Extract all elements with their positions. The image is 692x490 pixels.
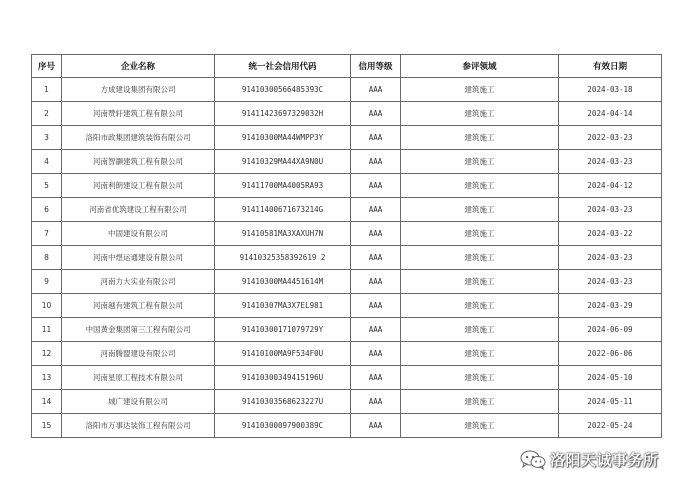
header-credit-code: 统一社会信用代码: [215, 55, 351, 78]
cell-field: 建筑施工: [401, 318, 559, 342]
cell-credit-level: AAA: [351, 150, 401, 174]
cell-field: 建筑施工: [401, 102, 559, 126]
cell-credit-code: 91410581MA3XAXUH7N: [215, 222, 351, 246]
cell-credit-level: AAA: [351, 318, 401, 342]
cell-company-name: 河南智灏建筑工程有限公司: [62, 150, 215, 174]
table-row: [32, 414, 662, 438]
cell-valid-date: 2024-03-23: [559, 150, 662, 174]
cell-serial: 6: [32, 198, 62, 222]
table-row: [32, 318, 662, 342]
watermark-text: 洛阳天诚事务所: [550, 451, 659, 469]
cell-valid-date: 2024-04-12: [559, 174, 662, 198]
cell-valid-date: 2022-05-24: [559, 414, 662, 438]
cell-valid-date: 2024-04-14: [559, 102, 662, 126]
cell-credit-code: 91410325358392619 2: [215, 246, 351, 270]
cell-company-name: 城广建设有限公司: [62, 390, 215, 414]
cell-credit-level: AAA: [351, 78, 401, 102]
cell-credit-level: AAA: [351, 102, 401, 126]
cell-company-name: 洛阳市万事达装饰工程有限公司: [62, 414, 215, 438]
cell-company-name: 河南星原工程技术有限公司: [62, 366, 215, 390]
table-row: [32, 198, 662, 222]
cell-serial: 12: [32, 342, 62, 366]
cell-field: 建筑施工: [401, 150, 559, 174]
watermark: [520, 449, 659, 470]
cell-company-name: 中固建设有限公司: [62, 222, 215, 246]
cell-field: 建筑施工: [401, 366, 559, 390]
cell-field: 建筑施工: [401, 414, 559, 438]
cell-company-name: 河南力大实业有限公司: [62, 270, 215, 294]
cell-valid-date: 2024-06-09: [559, 318, 662, 342]
table-row: [32, 270, 662, 294]
cell-credit-code: 91410300349415196U: [215, 366, 351, 390]
table-row: [32, 246, 662, 270]
cell-field: 建筑施工: [401, 294, 559, 318]
cell-serial: 9: [32, 270, 62, 294]
cell-company-name: 河南省优筑建设工程有限公司: [62, 198, 215, 222]
cell-serial: 5: [32, 174, 62, 198]
table-row: [32, 222, 662, 246]
cell-valid-date: 2024-05-10: [559, 366, 662, 390]
table-row: [32, 150, 662, 174]
cell-valid-date: 2022-03-23: [559, 126, 662, 150]
cell-serial: 7: [32, 222, 62, 246]
cell-credit-code: 91411700MA4005RA93: [215, 174, 351, 198]
cell-valid-date: 2024-05-11: [559, 390, 662, 414]
credit-rating-table: [31, 54, 662, 438]
cell-valid-date: 2024-03-22: [559, 222, 662, 246]
cell-credit-code: 91410329MA44XA9N0U: [215, 150, 351, 174]
cell-field: 建筑施工: [401, 126, 559, 150]
table-row: [32, 102, 662, 126]
header-serial: 序号: [32, 55, 62, 78]
cell-company-name: 中国黄金集团第三工程有限公司: [62, 318, 215, 342]
cell-field: 建筑施工: [401, 390, 559, 414]
table-row: [32, 294, 662, 318]
cell-credit-level: AAA: [351, 342, 401, 366]
table-row: [32, 366, 662, 390]
cell-company-name: 河南越有建筑工程有限公司: [62, 294, 215, 318]
table-row: [32, 390, 662, 414]
cell-serial: 1: [32, 78, 62, 102]
cell-valid-date: 2024-03-23: [559, 246, 662, 270]
cell-credit-level: AAA: [351, 414, 401, 438]
cell-company-name: 河南赞轩建筑工程有限公司: [62, 102, 215, 126]
cell-credit-code: 91411423697329032H: [215, 102, 351, 126]
cell-credit-code: 91410307MA3X7EL981: [215, 294, 351, 318]
cell-credit-code: 91410300097900389C: [215, 414, 351, 438]
table-row: [32, 342, 662, 366]
cell-company-name: 河南腾盟建设有限公司: [62, 342, 215, 366]
cell-company-name: 洛阳市政集团建筑装饰有限公司: [62, 126, 215, 150]
cell-credit-code: 91410300MA4451614M: [215, 270, 351, 294]
cell-field: 建筑施工: [401, 174, 559, 198]
cell-credit-code: 91410300MA44WMPP3Y: [215, 126, 351, 150]
cell-serial: 13: [32, 366, 62, 390]
cell-serial: 11: [32, 318, 62, 342]
cell-field: 建筑施工: [401, 270, 559, 294]
cell-company-name: 河南中煜运通建设有限公司: [62, 246, 215, 270]
cell-valid-date: 2024-03-23: [559, 270, 662, 294]
cell-field: 建筑施工: [401, 222, 559, 246]
table-body: [32, 78, 662, 438]
cell-credit-code: 91410100MA9F534F0U: [215, 342, 351, 366]
cell-credit-level: AAA: [351, 390, 401, 414]
header-credit-level: 信用等级: [351, 55, 401, 78]
cell-valid-date: 2024-03-23: [559, 198, 662, 222]
cell-credit-code: 91410300566485393C: [215, 78, 351, 102]
cell-credit-level: AAA: [351, 270, 401, 294]
cell-serial: 10: [32, 294, 62, 318]
cell-credit-level: AAA: [351, 246, 401, 270]
cell-credit-code: 91410303568623227U: [215, 390, 351, 414]
cell-serial: 4: [32, 150, 62, 174]
cell-company-name: 方成建设集团有限公司: [62, 78, 215, 102]
table-header-row: [32, 55, 662, 78]
cell-credit-code: 91410300171079729Y: [215, 318, 351, 342]
cell-field: 建筑施工: [401, 78, 559, 102]
cell-serial: 8: [32, 246, 62, 270]
cell-valid-date: 2024-03-18: [559, 78, 662, 102]
cell-serial: 2: [32, 102, 62, 126]
cell-credit-code: 91411400671673214G: [215, 198, 351, 222]
cell-credit-level: AAA: [351, 366, 401, 390]
cell-credit-level: AAA: [351, 294, 401, 318]
cell-credit-level: AAA: [351, 198, 401, 222]
cell-serial: 15: [32, 414, 62, 438]
cell-field: 建筑施工: [401, 342, 559, 366]
cell-valid-date: 2024-03-29: [559, 294, 662, 318]
cell-valid-date: 2022-06-06: [559, 342, 662, 366]
cell-credit-level: AAA: [351, 126, 401, 150]
cell-credit-level: AAA: [351, 174, 401, 198]
cell-field: 建筑施工: [401, 246, 559, 270]
cell-credit-level: AAA: [351, 222, 401, 246]
header-field: 参评领域: [401, 55, 559, 78]
wechat-icon: [520, 450, 546, 470]
cell-field: 建筑施工: [401, 198, 559, 222]
table-row: [32, 174, 662, 198]
table-row: [32, 78, 662, 102]
cell-serial: 14: [32, 390, 62, 414]
cell-company-name: 河南利朗建设工程有限公司: [62, 174, 215, 198]
header-valid-date: 有效日期: [559, 55, 662, 78]
cell-serial: 3: [32, 126, 62, 150]
header-company-name: 企业名称: [62, 55, 215, 78]
table-row: [32, 126, 662, 150]
